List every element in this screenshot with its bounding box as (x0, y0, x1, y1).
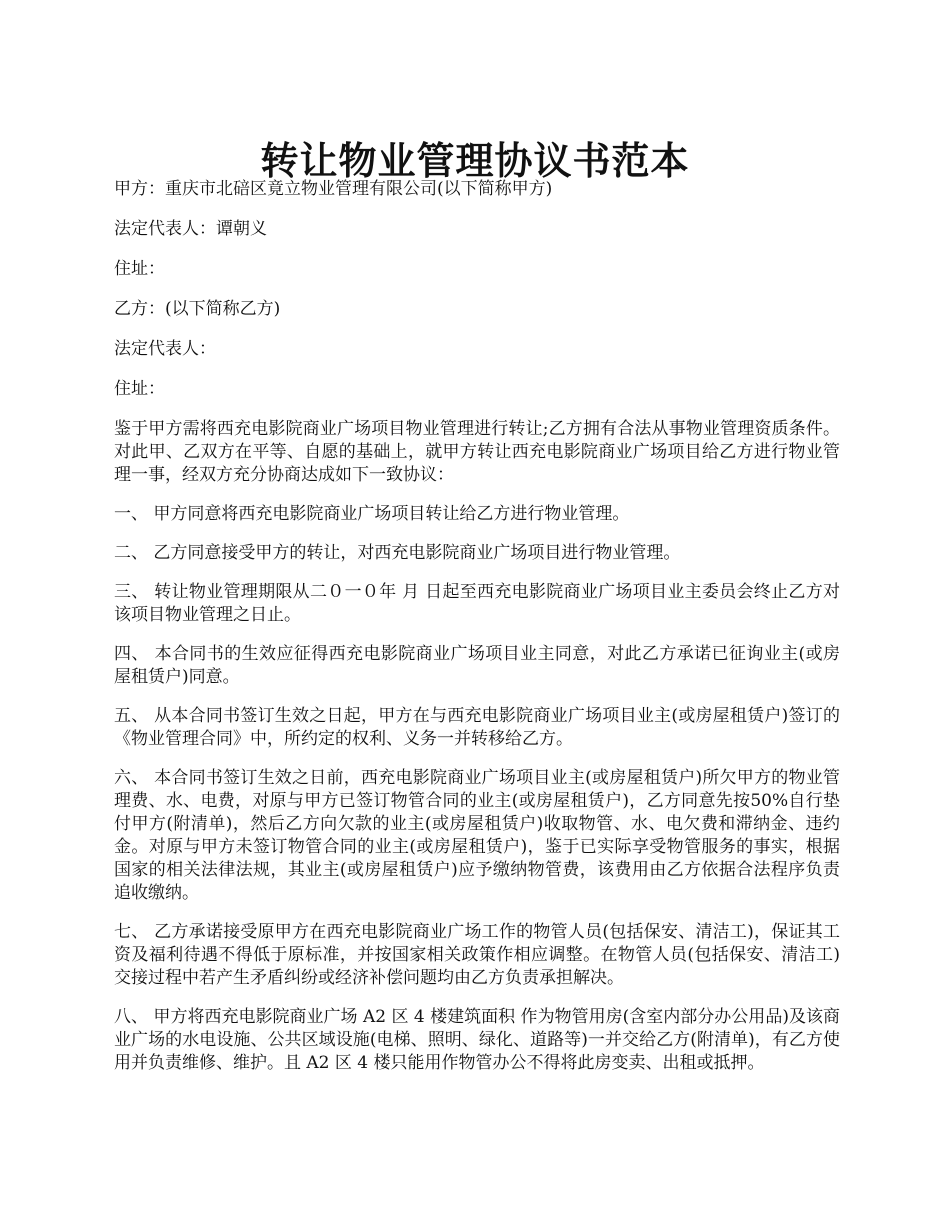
party-b-address: 住址： (114, 379, 165, 399)
clause-7: 七、 乙方承诺接受原甲方在西充电影院商业广场工作的物管人员(包括保安、清洁工)，保证其工资及福利待遇不得低于原标准，并按国家相关政策作相应调整。在物管人员(包括保安、清洁工)交接过程中若产生矛盾纠纷或经济补偿问题均由乙方负责承担解决。 (114, 922, 840, 988)
clause-1: 一、 甲方同意将西充电影院商业广场项目转让给乙方进行物业管理。 (114, 504, 630, 524)
document-body (114, 178, 840, 1091)
party-b: 乙方：(以下简称乙方) (114, 299, 281, 319)
preamble-paragraph: 鉴于甲方需将西充电影院商业广场项目物业管理进行转让;乙方拥有合法从事物业管理资质条件。对此甲、乙双方在平等、自愿的基础上，就甲方转让西充电影院商业广场项目给乙方进行物业管理一事，经双方充分协商达成如下一致协议： (114, 419, 840, 485)
clause-6: 六、 本合同书签订生效之日前，西充电影院商业广场项目业主(或房屋租赁户)所欠甲方的物业管理费、水、电费，对原与甲方已签订物管合同的业主(或房屋租赁户)，乙方同意先按50%自行垫付甲方(附清单)，然后乙方向欠款的业主(或房屋租赁户)收取物管、水、电欠费和滞纳金、违约金。对原与甲方未签订物管合同的业主(或房屋租赁户)，鉴于已实际享受物管服务的事实，根据国家的相关法律法规，其业主(或房屋租赁户)应予缴纳物管费，该费用由乙方依据合法程序负责追收缴纳。 (114, 768, 840, 903)
party-a-representative: 法定代表人：谭朝义 (114, 219, 267, 239)
clause-5: 五、 从本合同书签订生效之日起，甲方在与西充电影院商业广场项目业主(或房屋租赁户)签订的《物业管理合同》中，所约定的权利、义务一并转移给乙方。 (114, 706, 840, 749)
clause-4: 四、 本合同书的生效应征得西充电影院商业广场项目业主同意，对此乙方承诺已征询业主(或房屋租赁户)同意。 (114, 644, 840, 687)
clause-8: 八、 甲方将西充电影院商业广场 A2 区 4 楼建筑面积 作为物管用房(含室内部分办公用品)及该商业广场的水电设施、公共区域设施(电梯、照明、绿化、道路等)一并交给乙方(附清单)，有乙方使用并负责维修、维护。且 A2 区 4 楼只能用作物管办公不得将此房变卖、出租或抵押。 (114, 1007, 840, 1073)
document-title: 转让物业管理协议书范本 (260, 138, 690, 184)
party-a: 甲方：重庆市北碚区竟立物业管理有限公司(以下简称甲方) (114, 179, 553, 199)
party-b-representative: 法定代表人： (114, 339, 216, 359)
clause-2: 二、 乙方同意接受甲方的转让，对西充电影院商业广场项目进行物业管理。 (114, 543, 681, 563)
clause-3: 三、 转让物业管理期限从二０一０年 月 日起至西充电影院商业广场项目业主委员会终止乙方对该项目物业管理之日止。 (114, 582, 840, 625)
party-a-address: 住址： (114, 259, 165, 279)
